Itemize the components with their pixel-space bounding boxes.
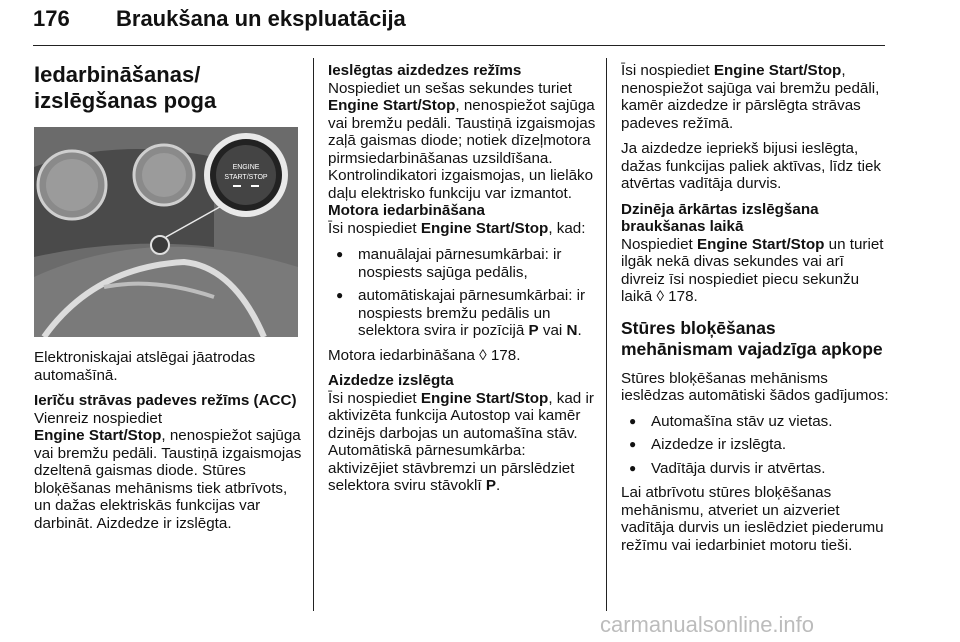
emergency-paragraph: Nospiediet Engine Start/Stop un turiet ilgāk nekā divas sekundes vai arī divreiz īsi nospiediet piecu sekunžu laikā ◊ 178. bbox=[621, 235, 884, 305]
key-name: Engine Start/Stop bbox=[697, 235, 825, 253]
column-1 bbox=[34, 62, 302, 540]
chapter-title: Braukšana un ekspluatācija bbox=[116, 6, 406, 31]
watermark: carmanualsonline.info bbox=[600, 612, 815, 637]
on-heading: Ieslēgtas aizdedzes režīms bbox=[328, 62, 522, 79]
key-name: Engine Start/Stop bbox=[34, 427, 162, 444]
list-item: ● Automašīna stāv uz vietas. bbox=[621, 413, 889, 431]
start-heading: Motora iedarbināšana bbox=[328, 202, 485, 219]
page-header bbox=[33, 6, 885, 46]
paragraph: Īsi nospiediet Engine Start/Stop, nenospiežot sajūga vai bremžu pedāli, kamēr aizdedze ir pārslēgta strāvas padeves režīmā. bbox=[621, 62, 880, 132]
column-2 bbox=[328, 62, 598, 503]
list-item: ● automātiskajai pārnesumkārbai: ir nospiests bremžu pedālis un selektora svira ir pozīcijā P vai N. bbox=[328, 287, 598, 340]
column-divider-1 bbox=[313, 58, 314, 611]
paragraph: Lai atbrīvotu stūres bloķēšanas mehānismu, atveriet un aizveriet vadītāja durvis un ieslēdziet piederumu režīmu vai iedarbiniet motoru tieši. bbox=[621, 484, 884, 554]
button-label-line2: START/STOP bbox=[224, 174, 268, 181]
off-paragraph: Īsi nospiediet Engine Start/Stop, kad ir aktivizēta funkcija Autostop vai kamēr dzinējs darbojas un automašīna stāv. Automātiskā pārnesumkārba: aktivizējiet stāvbremzi un pārslēdziet selektora sviru stāvoklī P. bbox=[328, 389, 594, 494]
header-rule bbox=[33, 45, 885, 46]
start-reference: Motora iedarbināšana ◊ 178. bbox=[328, 346, 521, 364]
list-item: ● Aizdedze ir izslēgta. bbox=[621, 436, 889, 454]
list-item: ● manuālajai pārnesumkārbai: ir nospiests sajūga pedālis, bbox=[328, 246, 598, 281]
list-item: ● Vadītāja durvis ir atvērtas. bbox=[621, 460, 889, 478]
key-name: Engine Start/Stop bbox=[328, 97, 456, 114]
page-number: 176 bbox=[33, 6, 70, 31]
steering-lock-heading: Stūres bloķēšanas mehānismam vajadzīga apkope bbox=[621, 317, 883, 359]
acc-heading: Ierīču strāvas padeves režīms (ACC) bbox=[34, 392, 297, 409]
column-3 bbox=[621, 62, 889, 562]
lock-conditions-list bbox=[621, 413, 889, 478]
paragraph: Ja aizdedze iepriekš bijusi ieslēgta, dažas funkcijas paliek aktīvas, līdz tiek atvērtas vadītāja durvis. bbox=[621, 140, 881, 192]
paragraph: Stūres bloķēšanas mehānisms ieslēdzas automātiski šādos gadījumos: bbox=[621, 369, 889, 404]
start-conditions-list bbox=[328, 246, 598, 340]
button-label-line1: ENGINE bbox=[232, 164, 260, 171]
key-name: Engine Start/Stop bbox=[713, 62, 842, 79]
dashboard-image bbox=[34, 127, 298, 337]
key-name: Engine Start/Stop bbox=[420, 389, 549, 407]
on-paragraph: Nospiediet un sešas sekundes turiet Engine Start/Stop, nenospiežot sajūga vai bremžu pedāli. Taustiņā izgaismojas zaļā gaismas diode; notiek dīzeļmotora pirmsiedarbināšanas uzsildīšana. Kontrolindikatori izgaismojas, un lielāko daļu elektrisko funkciju var izmantot. bbox=[328, 79, 596, 202]
column-divider-2 bbox=[606, 58, 607, 611]
paragraph: Elektroniskajai atslēgai jāatrodas automašīnā. bbox=[34, 349, 256, 384]
start-paragraph: Īsi nospiediet Engine Start/Stop, kad: bbox=[328, 219, 586, 237]
key-name: Engine Start/Stop bbox=[420, 219, 549, 237]
acc-paragraph: Vienreiz nospiediet Engine Start/Stop, nenospiežot sajūga vai bremžu pedāli. Taustiņā izgaismojas dzeltenā gaismas diode. Stūres bloķēšanas mehānisms tiek atbrīvots, un dažas elektriskās funkcijas var darbināt. Aizdedze ir izslēgta. bbox=[34, 409, 302, 532]
section-title: Iedarbināšanas/ izslēgšanas poga bbox=[34, 62, 217, 113]
off-heading: Aizdedze izslēgta bbox=[328, 372, 454, 389]
emergency-heading: Dzinēja ārkārtas izslēgšana braukšanas laikā bbox=[621, 200, 819, 235]
dashboard-illustration bbox=[34, 127, 298, 337]
